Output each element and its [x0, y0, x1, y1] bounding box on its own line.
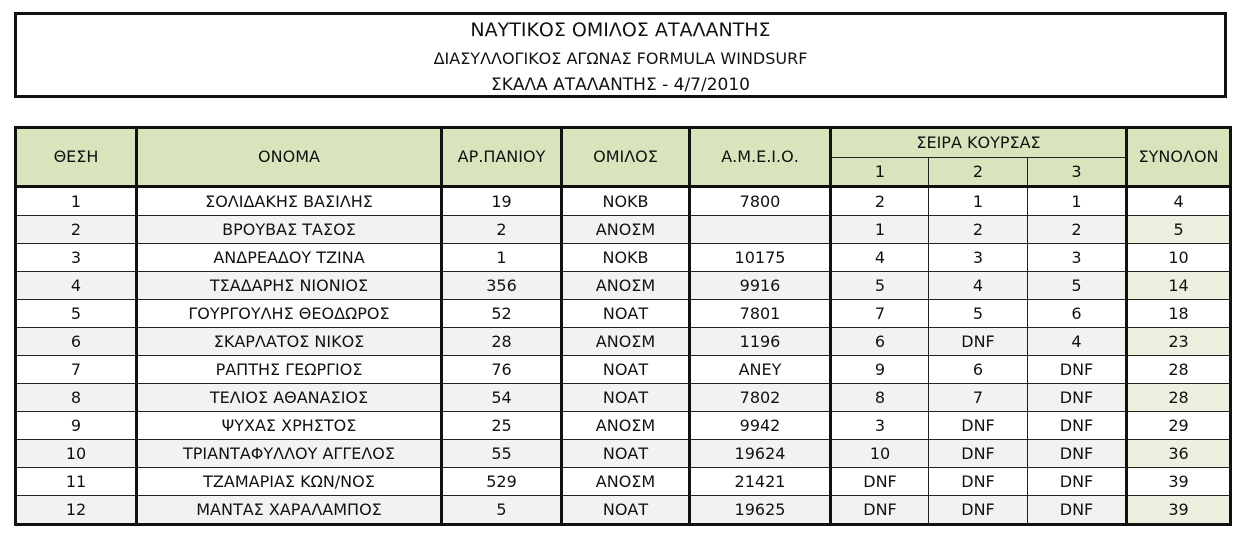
- cell-id: 1196: [690, 328, 831, 356]
- cell-sail-number: 76: [442, 356, 562, 384]
- cell-position: 6: [16, 328, 137, 356]
- cell-sail-number: 52: [442, 300, 562, 328]
- cell-name: ΤΖΑΜΑΡΙΑΣ ΚΩΝ/ΝΟΣ: [137, 468, 442, 496]
- cell-race-1: 10: [831, 440, 929, 468]
- table-row: [16, 412, 1231, 440]
- table-row: [16, 272, 1231, 300]
- col-header-race-1: 1: [831, 158, 929, 187]
- cell-race-1: 5: [831, 272, 929, 300]
- col-header-races-group: ΣΕΙΡΑ ΚΟΥΡΣΑΣ: [831, 128, 1127, 158]
- col-header-sail-number: ΑΡ.ΠΑΝΙΟΥ: [442, 128, 562, 187]
- cell-id: 10175: [690, 244, 831, 272]
- col-header-race-3: 3: [1028, 158, 1127, 187]
- table-row: [16, 468, 1231, 496]
- cell-total: 23: [1127, 328, 1231, 356]
- cell-race-1: 3: [831, 412, 929, 440]
- cell-position: 10: [16, 440, 137, 468]
- cell-total: 39: [1127, 496, 1231, 525]
- cell-id: 9916: [690, 272, 831, 300]
- cell-race-1: 8: [831, 384, 929, 412]
- table-row: [16, 440, 1231, 468]
- cell-position: 9: [16, 412, 137, 440]
- cell-race-2: 6: [929, 356, 1028, 384]
- cell-sail-number: 28: [442, 328, 562, 356]
- cell-race-2: DNF: [929, 328, 1028, 356]
- cell-race-3: 5: [1028, 272, 1127, 300]
- cell-race-3: DNF: [1028, 384, 1127, 412]
- cell-club: ΑΝΟΣΜ: [562, 468, 690, 496]
- col-header-race-2: 2: [929, 158, 1028, 187]
- cell-race-2: DNF: [929, 440, 1028, 468]
- table-row: [16, 244, 1231, 272]
- cell-id: 7801: [690, 300, 831, 328]
- cell-name: ΜΑΝΤΑΣ ΧΑΡΑΛΑΜΠΟΣ: [137, 496, 442, 525]
- cell-name: ΑΝΔΡΕΑΔΟΥ ΤΖΙΝΑ: [137, 244, 442, 272]
- table-body: [16, 187, 1231, 525]
- cell-name: ΨΥΧΑΣ ΧΡΗΣΤΟΣ: [137, 412, 442, 440]
- cell-position: 1: [16, 187, 137, 216]
- cell-position: 12: [16, 496, 137, 525]
- cell-name: ΒΡΟΥΒΑΣ ΤΑΣΟΣ: [137, 216, 442, 244]
- cell-race-2: DNF: [929, 468, 1028, 496]
- table-row: [16, 216, 1231, 244]
- cell-club: ΝΟΚΒ: [562, 244, 690, 272]
- cell-race-2: 5: [929, 300, 1028, 328]
- cell-total: 10: [1127, 244, 1231, 272]
- col-header-name: ΟΝΟΜΑ: [137, 128, 442, 187]
- table-row: [16, 496, 1231, 525]
- table-row: [16, 300, 1231, 328]
- cell-club: ΝΟΑΤ: [562, 440, 690, 468]
- cell-id: 21421: [690, 468, 831, 496]
- table-row: [16, 356, 1231, 384]
- cell-race-3: 1: [1028, 187, 1127, 216]
- club-title: ΝΑΥΤΙΚΟΣ ΟΜΙΛΟΣ ΑΤΑΛΑΝΤΗΣ: [470, 19, 771, 41]
- cell-race-1: DNF: [831, 468, 929, 496]
- col-header-total: ΣΥΝΟΛΟΝ: [1127, 128, 1231, 187]
- cell-race-2: 4: [929, 272, 1028, 300]
- cell-position: 11: [16, 468, 137, 496]
- cell-id: 19625: [690, 496, 831, 525]
- table-row: [16, 384, 1231, 412]
- cell-race-3: 3: [1028, 244, 1127, 272]
- cell-race-3: DNF: [1028, 468, 1127, 496]
- cell-race-2: 2: [929, 216, 1028, 244]
- cell-name: ΤΡΙΑΝΤΑΦΥΛΛΟΥ ΑΓΓΕΛΟΣ: [137, 440, 442, 468]
- cell-id: 7802: [690, 384, 831, 412]
- table-header: [16, 128, 1231, 187]
- cell-race-1: 7: [831, 300, 929, 328]
- cell-name: ΣΚΑΡΛΑΤΟΣ ΝΙΚΟΣ: [137, 328, 442, 356]
- cell-position: 4: [16, 272, 137, 300]
- cell-race-3: DNF: [1028, 440, 1127, 468]
- event-title: ΔΙΑΣΥΛΛΟΓΙΚΟΣ ΑΓΩΝΑΣ FORMULA WINDSURF: [433, 49, 808, 68]
- cell-name: ΤΕΛΙΟΣ ΑΘΑΝΑΣΙΟΣ: [137, 384, 442, 412]
- col-header-club: ΟΜΙΛΟΣ: [562, 128, 690, 187]
- cell-sail-number: 55: [442, 440, 562, 468]
- cell-race-1: 4: [831, 244, 929, 272]
- cell-race-2: 3: [929, 244, 1028, 272]
- cell-position: 7: [16, 356, 137, 384]
- cell-race-1: 1: [831, 216, 929, 244]
- cell-race-2: 1: [929, 187, 1028, 216]
- cell-race-3: DNF: [1028, 356, 1127, 384]
- cell-sail-number: 1: [442, 244, 562, 272]
- cell-club: ΑΝΟΣΜ: [562, 328, 690, 356]
- cell-club: ΝΟΚΒ: [562, 187, 690, 216]
- table-row: [16, 328, 1231, 356]
- cell-total: 18: [1127, 300, 1231, 328]
- cell-total: 39: [1127, 468, 1231, 496]
- table-row: [16, 187, 1231, 216]
- cell-race-3: DNF: [1028, 412, 1127, 440]
- cell-name: ΓΟΥΡΓΟΥΛΗΣ ΘΕΟΔΩΡΟΣ: [137, 300, 442, 328]
- results-table: [14, 126, 1232, 526]
- cell-sail-number: 529: [442, 468, 562, 496]
- cell-club: ΑΝΟΣΜ: [562, 412, 690, 440]
- cell-club: ΑΝΟΣΜ: [562, 272, 690, 300]
- cell-race-1: 2: [831, 187, 929, 216]
- cell-position: 5: [16, 300, 137, 328]
- cell-race-2: 7: [929, 384, 1028, 412]
- cell-race-2: DNF: [929, 412, 1028, 440]
- cell-race-2: DNF: [929, 496, 1028, 525]
- cell-id: ΑΝΕΥ: [690, 356, 831, 384]
- cell-sail-number: 25: [442, 412, 562, 440]
- cell-position: 3: [16, 244, 137, 272]
- cell-race-3: 2: [1028, 216, 1127, 244]
- cell-total: 28: [1127, 356, 1231, 384]
- cell-sail-number: 356: [442, 272, 562, 300]
- cell-race-1: 9: [831, 356, 929, 384]
- cell-total: 5: [1127, 216, 1231, 244]
- cell-id: 9942: [690, 412, 831, 440]
- cell-sail-number: 2: [442, 216, 562, 244]
- cell-position: 2: [16, 216, 137, 244]
- col-header-position: ΘΕΣΗ: [16, 128, 137, 187]
- cell-race-3: 6: [1028, 300, 1127, 328]
- title-box: [14, 12, 1227, 98]
- cell-total: 4: [1127, 187, 1231, 216]
- cell-name: ΡΑΠΤΗΣ ΓΕΩΡΓΙΟΣ: [137, 356, 442, 384]
- cell-club: ΝΟΑΤ: [562, 384, 690, 412]
- cell-club: ΝΟΑΤ: [562, 300, 690, 328]
- cell-sail-number: 54: [442, 384, 562, 412]
- cell-total: 28: [1127, 384, 1231, 412]
- cell-sail-number: 5: [442, 496, 562, 525]
- cell-club: ΝΟΑΤ: [562, 496, 690, 525]
- cell-total: 36: [1127, 440, 1231, 468]
- cell-club: ΑΝΟΣΜ: [562, 216, 690, 244]
- cell-total: 29: [1127, 412, 1231, 440]
- cell-id: 7800: [690, 187, 831, 216]
- cell-race-3: DNF: [1028, 496, 1127, 525]
- cell-sail-number: 19: [442, 187, 562, 216]
- cell-race-3: 4: [1028, 328, 1127, 356]
- cell-name: ΤΣΑΔΑΡΗΣ ΝΙΟΝΙΟΣ: [137, 272, 442, 300]
- cell-race-1: DNF: [831, 496, 929, 525]
- cell-id: [690, 216, 831, 244]
- cell-position: 8: [16, 384, 137, 412]
- cell-total: 14: [1127, 272, 1231, 300]
- cell-club: ΝΟΑΤ: [562, 356, 690, 384]
- location-date: ΣΚΑΛΑ ΑΤΑΛΑΝΤΗΣ - 4/7/2010: [490, 75, 750, 95]
- cell-id: 19624: [690, 440, 831, 468]
- cell-name: ΣΟΛΙΔΑΚΗΣ ΒΑΣΙΛΗΣ: [137, 187, 442, 216]
- cell-race-1: 6: [831, 328, 929, 356]
- col-header-id: Α.Μ.Ε.Ι.Ο.: [690, 128, 831, 187]
